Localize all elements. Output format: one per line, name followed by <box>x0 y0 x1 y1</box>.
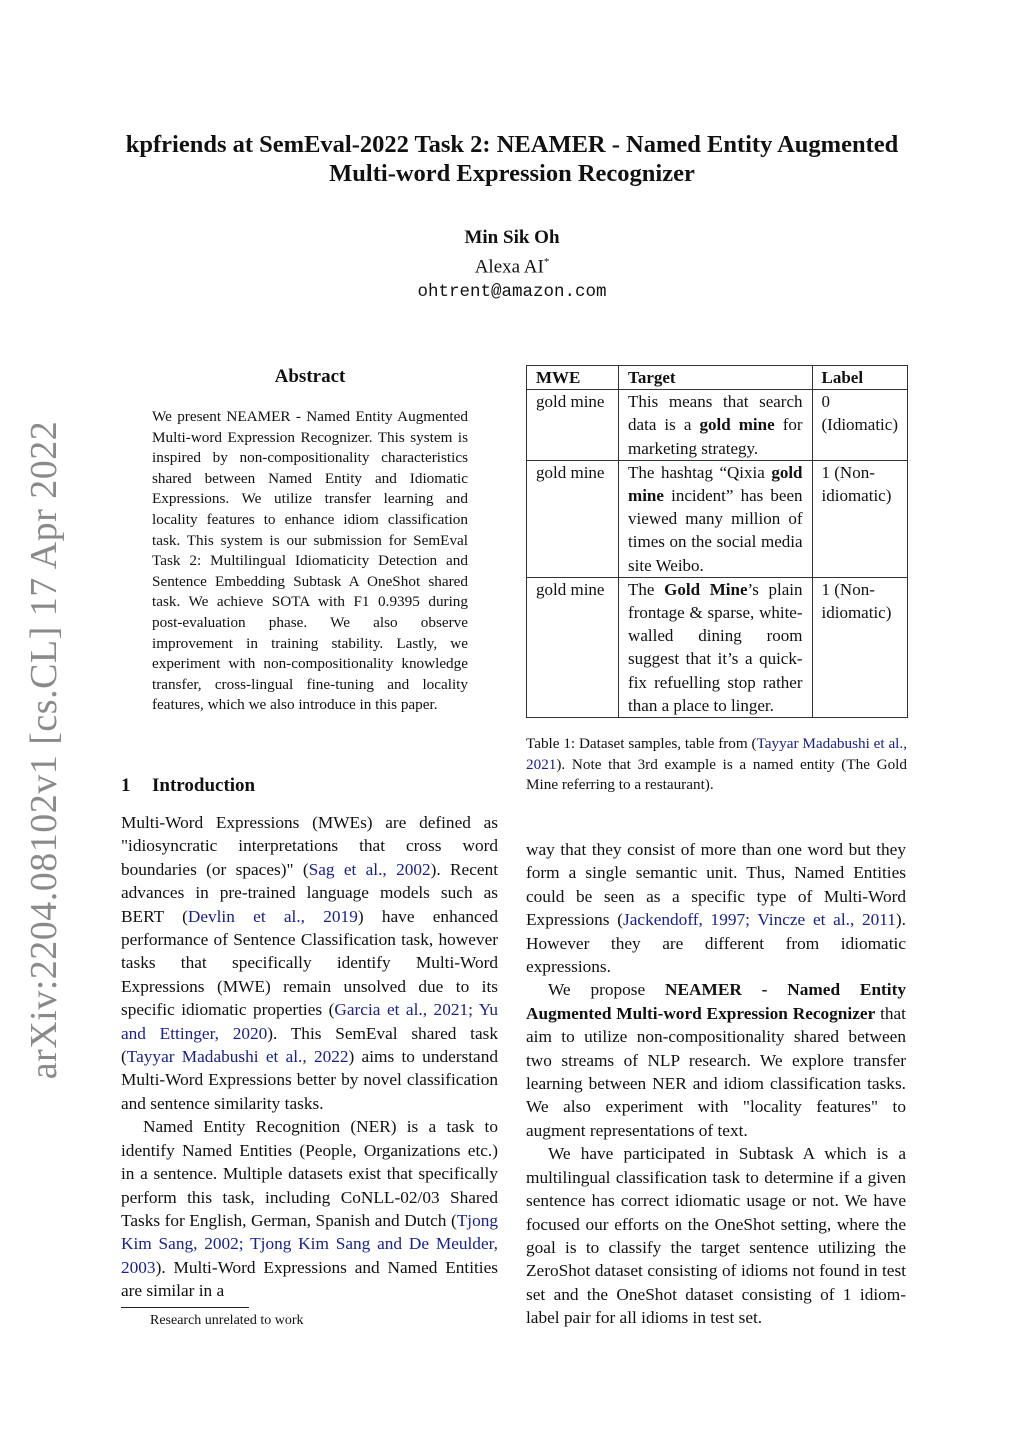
text-span: ). Note that 3rd example is a named entity (The Gold Mine referring to a restaurant). <box>526 755 907 793</box>
target-cell <box>619 390 812 461</box>
dataset-samples-table <box>526 365 908 718</box>
table-header: Target <box>619 366 812 390</box>
text-span: This means that search data is a <box>628 392 803 435</box>
mwe-cell: gold mine <box>527 460 619 577</box>
title-line-1: kpfriends at SemEval-2022 Task 2: NEAMER - Named Entity Augmented <box>125 131 899 158</box>
label-cell: 1 (Non-idiomatic) <box>812 460 907 577</box>
citation-link[interactable]: Sag et al., 2002 <box>308 859 431 879</box>
paper-title <box>100 130 924 188</box>
system-name: NEAMER - Named Entity Augmented Multi-word Expression Recognizer <box>526 980 907 1023</box>
text-span: The hashtag “Qixia <box>628 462 772 482</box>
table-header: MWE <box>527 366 619 390</box>
text-span: ). However they are different from idiomatic expressions. <box>526 910 906 977</box>
table-row <box>527 460 908 577</box>
affiliation-text: Alexa AI <box>474 256 544 278</box>
text-span: Multi-Word Expressions (MWEs) are defined as "idiosyncratic interpretations that cross word boundaries (or spaces)" ( <box>121 813 498 879</box>
target-cell <box>619 577 812 717</box>
right-column-body <box>526 838 906 1330</box>
text-span: Named Entity Recognition (NER) is a task to identify Named Entities (People, Organizations etc.) in a sentence. Multiple datasets exist that specifically perform this task, including CoNLL-02/03 Shared Tasks for English, German, Spanish and Dutch ( <box>121 1117 498 1230</box>
text-span: ). Multi-Word Expressions and Named Entities are similar in a <box>121 1257 498 1301</box>
mwe-cell: gold mine <box>527 577 619 717</box>
target-cell <box>619 460 812 577</box>
text-span: that aim to utilize non-compositionality shared between two streams of NLP research. We explore transfer learning between NER and idiom classification tasks. We also experiment with "locality features" to augment representations of text. <box>526 1003 906 1140</box>
citation-link[interactable]: Tayyar Madabushi et al., 2022 <box>126 1047 349 1067</box>
right-paragraph-2 <box>526 978 906 1142</box>
text-span: for marketing strategy. <box>628 415 803 458</box>
mwe-cell: gold mine <box>527 390 619 461</box>
right-paragraph-3: We have participated in Subtask A which is a multilingual classification task to determine if a given sentence has correct idiomatic usage or not. We have focused our efforts on the OneShot setting, where the goal is to classify the target sentence utilizing the ZeroShot dataset consisting of idioms not found in test set and the OneShot dataset consisting of 1 idiom-label pair for all idioms in test set. <box>526 1144 906 1328</box>
left-column-body <box>121 811 498 1303</box>
arxiv-sidebar <box>14 420 74 1080</box>
text-span: ). This SemEval shared task ( <box>121 1023 498 1067</box>
citation-link[interactable]: Tjong Kim Sang, 2002; Tjong Kim Sang and De Meulder, 2003 <box>121 1210 498 1277</box>
section-title: Introduction <box>152 775 256 796</box>
citation-link[interactable]: Garcia et al., 2021; Yu and Ettinger, 2020 <box>121 1000 498 1043</box>
text-span: ’s plain frontage & sparse, white-walled dining room suggest that it’s a quick-fix refuelling stop rather than a place to linger. <box>628 579 803 715</box>
text-span: ) have enhanced performance of Sentence Classification task, however tasks that specifically identify Multi-Word Expressions (MWE) remain unsolved due to its specific idiomatic properties ( <box>121 906 499 1020</box>
author-email: ohtrent@amazon.com <box>417 282 607 303</box>
citation-link[interactable]: Jackendoff, 1997; Vincze et al., 2011 <box>623 910 896 930</box>
footnote: Research unrelated to work <box>150 1313 304 1328</box>
text-span: Table 1: Dataset samples, table from ( <box>526 735 757 752</box>
text-span: The <box>628 579 665 599</box>
table-row <box>527 390 908 461</box>
author-affiliation <box>300 250 724 279</box>
citation-link[interactable]: Devlin et al., 2019 <box>187 906 358 926</box>
bold-mwe: gold mine <box>699 415 775 435</box>
table-caption <box>526 734 907 796</box>
label-cell: 0 (Idiomatic) <box>812 390 907 461</box>
right-paragraph-1 <box>526 838 906 978</box>
bold-mwe: Gold Mine <box>664 579 748 599</box>
bold-mwe: gold mine <box>628 462 803 506</box>
citation-link[interactable]: Tayyar Madabushi et al., 2021 <box>526 735 907 773</box>
footnote-rule <box>121 1307 249 1308</box>
section-heading <box>121 775 255 797</box>
abstract-heading: Abstract <box>274 366 346 387</box>
abstract-text: We present NEAMER - Named Entity Augmented Multi-word Expression Recognizer. This system is inspired by non-compositionality characteristics shared between Named Entity and Idiomatic Expressions. We utilize transfer learning and locality features to enhance idiom classification task. This system is our submission for SemEval Task 2: Multilingual Idiomaticity Detection and Sentence Embedding Subtask A OneShot shared task. We achieve SOTA with F1 0.9395 during post-evaluation phase. We also observe improvement in training stability. Lastly, we experiment with non-compositionality knowledge transfer, cross-lingual fine-tuning and locality features, which we also introduce in this paper. <box>152 408 468 714</box>
table-row <box>527 577 908 717</box>
text-span: We propose <box>548 980 666 1000</box>
text-span: ) aims to understand Multi-Word Expressions better by novel classification and sentence similarity tasks. <box>121 1047 499 1113</box>
text-span: ). Recent advances in pre-trained language models such as BERT ( <box>121 859 499 926</box>
intro-paragraph-2 <box>121 1115 498 1302</box>
text-span: incident” has been viewed many million of times on the social media site Weibo. <box>628 486 803 575</box>
author-name: Min Sik Oh <box>464 227 560 248</box>
label-cell: 1 (Non-idiomatic) <box>812 577 907 717</box>
arxiv-identifier: arXiv:2204.08102v1 [cs.CL] 17 Apr 2022 <box>23 420 65 1080</box>
affiliation-mark: * <box>543 256 550 268</box>
author-block <box>300 226 724 305</box>
title-line-2: Multi-word Expression Recognizer <box>329 160 695 187</box>
table-header-row <box>527 366 908 390</box>
text-span: way that they consist of more than one word but they form a single semantic unit. Thus, Named Entities could be seen as a specific type of Multi-Word Expressions ( <box>526 840 906 930</box>
table-header: Label <box>812 366 907 390</box>
intro-paragraph-1 <box>121 811 498 1115</box>
section-number: 1 <box>121 775 131 796</box>
